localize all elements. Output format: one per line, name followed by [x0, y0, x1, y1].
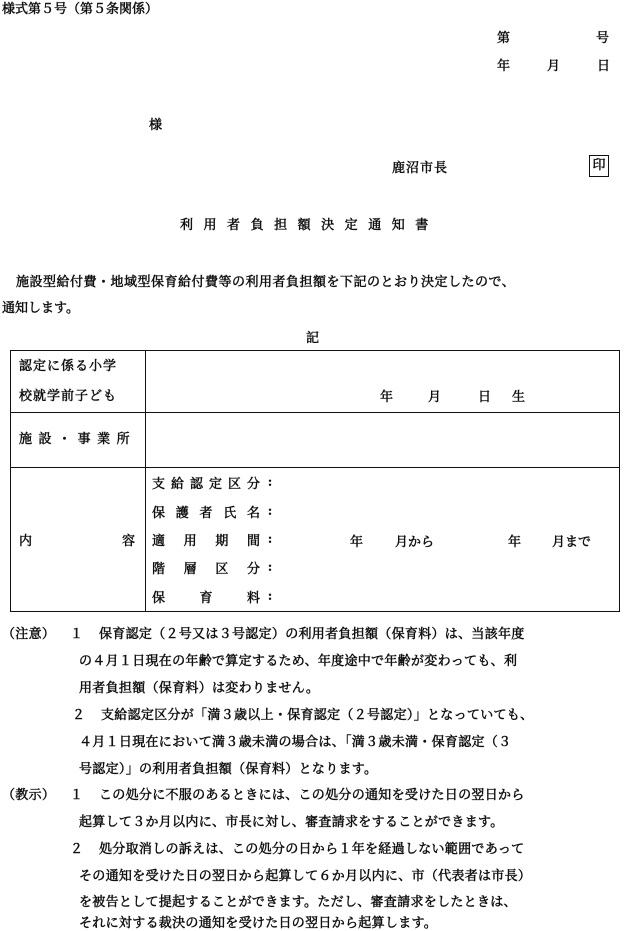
content-item-label: 保育料: [152, 590, 260, 606]
caution-1-line-2: の４月１日現在の年齢で算定するため、年度途中で年齢が変わっても、利: [79, 654, 518, 669]
content-item: [152, 554, 619, 582]
document-title: 利 用 者 負 担 額 決 定 通 知 書: [180, 218, 432, 233]
teaching-2-line-1: 処分取消しの訴えは、この処分の日から１年を経過しない範囲であって: [99, 842, 525, 857]
addressee-suffix: 様: [149, 118, 163, 133]
birth-month: 月: [428, 389, 442, 405]
number-suffix: 号: [596, 31, 610, 46]
content-item-colon: :: [267, 588, 273, 604]
date-year: 年: [497, 59, 511, 74]
issuer: 鹿沼市長: [392, 161, 449, 176]
content-item: [152, 469, 619, 497]
birth-suffix: 生: [512, 389, 526, 405]
teaching-2-number: ２: [70, 842, 84, 857]
caution-2-line-1: 支給認定区分が「満３歳以上・保育認定（２号認定）」となっていても、: [101, 708, 534, 723]
caution-2-number: ２: [72, 708, 86, 723]
seal: [589, 155, 609, 177]
content-item-label: 階層区分: [152, 562, 260, 578]
caution-1-number: １: [70, 627, 84, 642]
content-item-colon: :: [267, 475, 273, 491]
content-item: [152, 497, 619, 525]
caution-2-line-2: ４月１日現在において満３歳未満の場合は、「満３歳未満・保育認定（３: [79, 735, 512, 750]
child-label-cell: [11, 351, 146, 413]
teaching-2-line-3: を被告として提起することができます。ただし、審査請求をしたときは、: [79, 895, 517, 910]
content-label-left: 内: [19, 534, 33, 549]
caution-2-line-3: 号認定）」の利用者負担額（保育料）となります。: [79, 762, 378, 777]
date-day: 日: [597, 59, 611, 74]
form-id: 様式第５号（第５条関係）: [2, 2, 159, 17]
birth-year: 年: [380, 389, 394, 405]
content-label-cell: [11, 468, 146, 612]
teaching-1-line-1: この処分に不服のあるときには、この処分の通知を受けた日の翌日から: [99, 788, 525, 803]
facility-value: [146, 413, 620, 468]
body-line-2: 通知します。: [2, 301, 79, 316]
teaching-2-line-4: それに対する裁決の通知を受けた日の翌日から起算します。: [79, 916, 438, 931]
date-month: 月: [547, 59, 561, 74]
content-item-colon: :: [267, 503, 273, 519]
seal-mark: 印: [589, 155, 609, 177]
child-value-cell: [146, 351, 620, 413]
facility-label: 施 設 ・ 事 業 所: [11, 413, 146, 468]
teaching-1-number: １: [70, 788, 84, 803]
content-item-label: 支給認定区分: [152, 477, 260, 493]
caution-1-line-3: 用者負担額（保育料）は変わりません。: [79, 681, 320, 696]
period-row: [280, 529, 619, 549]
number-prefix: 第: [497, 31, 511, 46]
content-label-right: 容: [121, 534, 135, 549]
child-label-line-2: 校就学前子ども: [19, 388, 118, 404]
content-item-label: 適用期間: [152, 533, 260, 549]
caution-label: （注意）: [2, 627, 56, 642]
ki-marker: 記: [306, 331, 320, 346]
content-item-colon: :: [267, 560, 273, 576]
content-item-colon: :: [267, 531, 273, 547]
birth-day: 日: [478, 389, 492, 405]
content-item: [152, 582, 619, 610]
caution-1-line-1: 保育認定（２号又は３号認定）の利用者負担額（保育料）は、当該年度: [99, 627, 525, 642]
period-to: 月まで: [552, 535, 592, 551]
details-table: [10, 350, 620, 612]
content-value-cell: [146, 468, 620, 612]
teaching-label: （教示）: [2, 788, 56, 803]
period-year-2: 年: [508, 535, 522, 551]
birthdate-row: [146, 382, 619, 412]
period-year-1: 年: [350, 535, 364, 551]
teaching-1-line-2: 起算して３か月以内に、市長に対し、審査請求をすることができます。: [79, 815, 504, 830]
body-line-1: 施設型給付費・地域型保育給付費等の利用者負担額を下記のとおり決定したので、: [16, 275, 516, 290]
content-item-label: 保護者氏名: [152, 505, 260, 521]
period-from: 月から: [395, 535, 435, 551]
content-item: [152, 525, 619, 553]
teaching-2-line-2: その通知を受けた日の翌日から起算して６か月以内に、市（代表者は市長）: [79, 869, 532, 884]
child-label-line-1: 認定に係る小学: [19, 358, 118, 374]
